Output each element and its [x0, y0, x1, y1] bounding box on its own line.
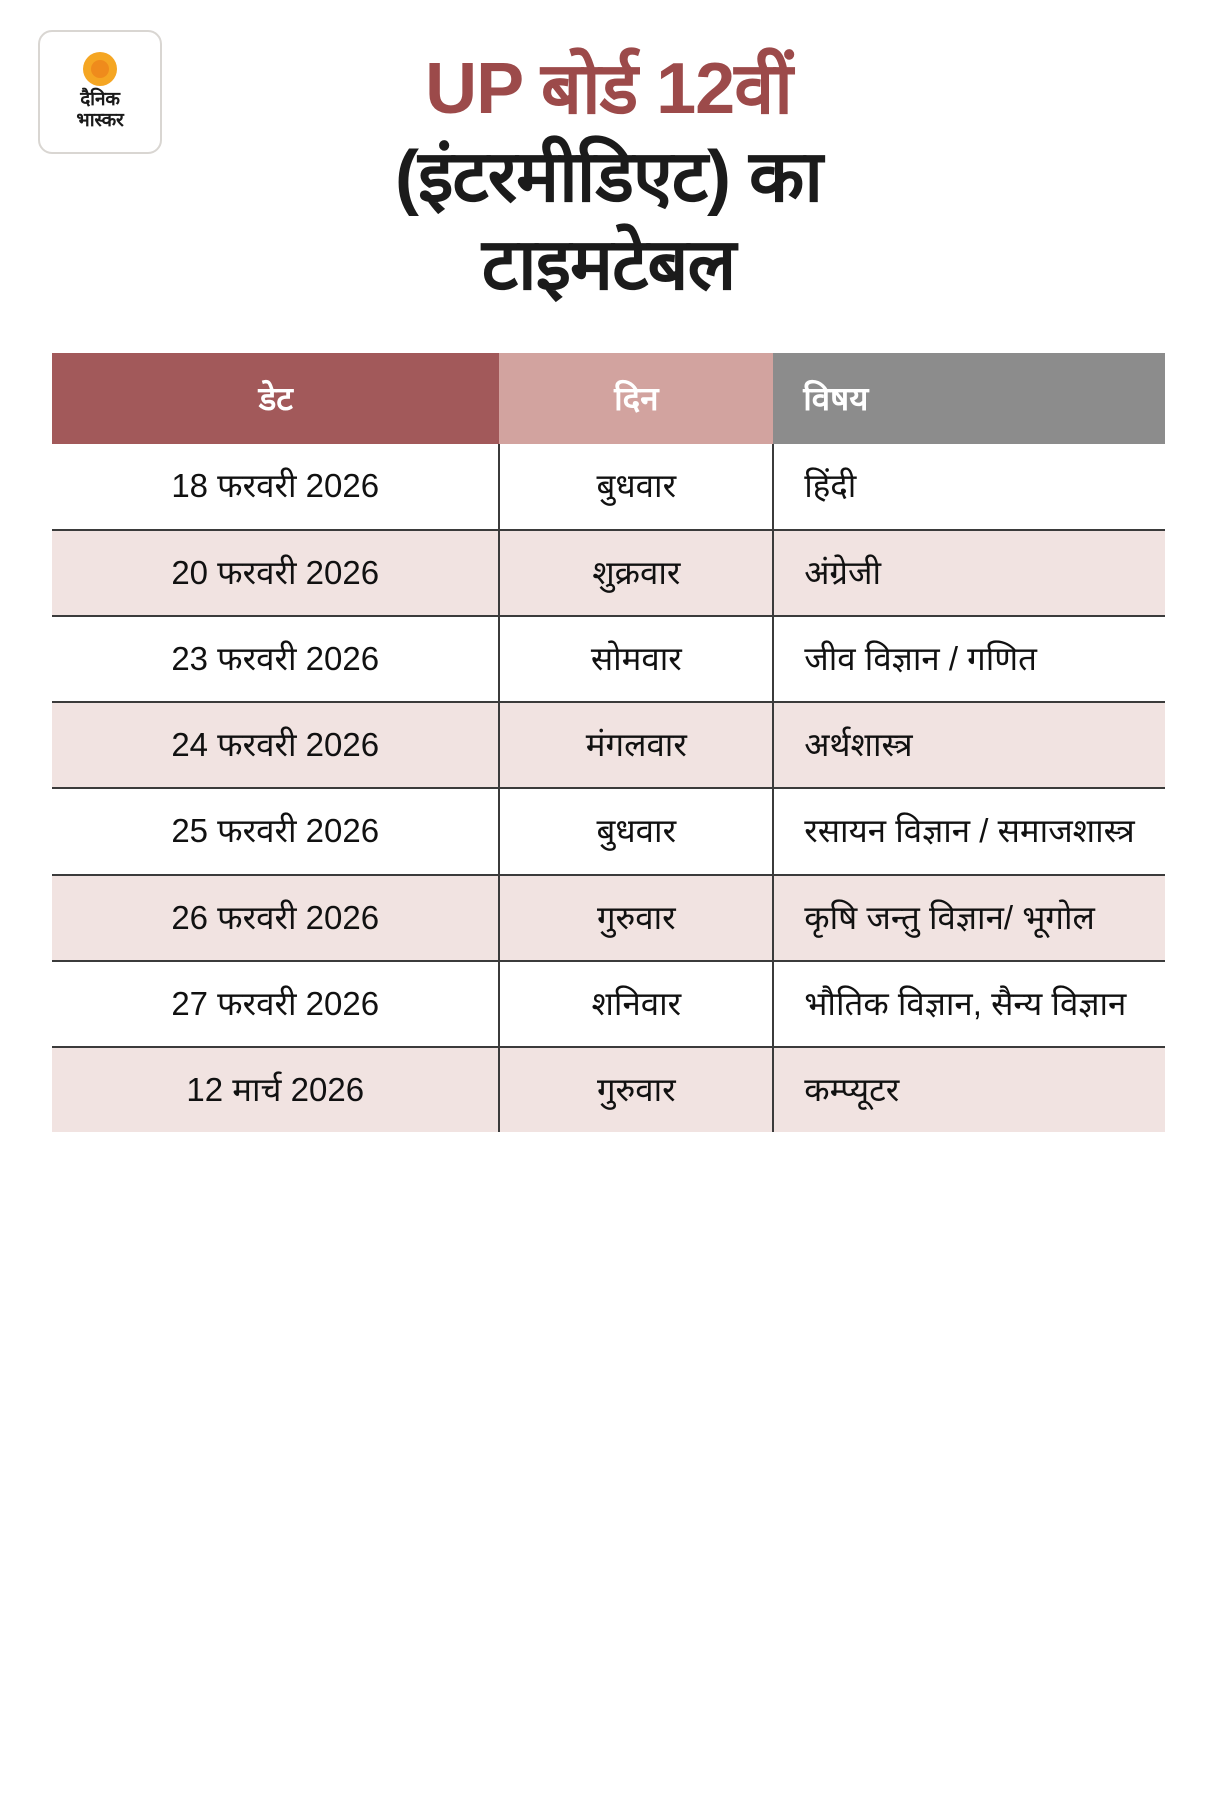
cell-date: 26 फरवरी 2026	[52, 875, 499, 961]
cell-day: बुधवार	[499, 444, 773, 529]
column-header-date: डेट	[52, 353, 499, 444]
cell-subject: कम्प्यूटर	[773, 1047, 1165, 1132]
cell-date: 18 फरवरी 2026	[52, 444, 499, 529]
cell-day: सोमवार	[499, 616, 773, 702]
table-row	[52, 444, 1165, 529]
cell-subject: हिंदी	[773, 444, 1165, 529]
cell-subject: भौतिक विज्ञान, सैन्य विज्ञान	[773, 961, 1165, 1047]
table-header	[52, 353, 1165, 444]
timetable-container	[52, 353, 1165, 1192]
table-body	[52, 444, 1165, 1132]
cell-day: बुधवार	[499, 788, 773, 874]
column-header-day: दिन	[499, 353, 773, 444]
cell-date: 25 फरवरी 2026	[52, 788, 499, 874]
table-row	[52, 875, 1165, 961]
cell-day: शुक्रवार	[499, 530, 773, 616]
table-row	[52, 530, 1165, 616]
logo-line-2: भास्कर	[76, 110, 124, 131]
table-header-row	[52, 353, 1165, 444]
table-row	[52, 616, 1165, 702]
exam-timetable	[52, 353, 1165, 1132]
logo-line-1: दैनिक	[80, 89, 120, 111]
column-header-subject: विषय	[773, 353, 1165, 444]
title-line-1: UP बोर्ड 12वीं	[425, 49, 792, 129]
cell-day: गुरुवार	[499, 875, 773, 961]
cell-day: मंगलवार	[499, 702, 773, 788]
table-row	[52, 788, 1165, 874]
cell-subject: अंग्रेजी	[773, 530, 1165, 616]
table-row	[52, 702, 1165, 788]
table-row	[52, 961, 1165, 1047]
cell-date: 24 फरवरी 2026	[52, 702, 499, 788]
table-row	[52, 1047, 1165, 1132]
cell-day: शनिवार	[499, 961, 773, 1047]
cell-subject: रसायन विज्ञान / समाजशास्त्र	[773, 788, 1165, 874]
cell-subject: कृषि जन्तु विज्ञान/ भूगोल	[773, 875, 1165, 961]
title-line-2: (इंटरमीडिएट) का	[395, 136, 822, 217]
page-title	[52, 0, 1165, 309]
cell-date: 27 फरवरी 2026	[52, 961, 499, 1047]
cell-date: 23 फरवरी 2026	[52, 616, 499, 702]
title-line-3: टाइमटेबल	[481, 224, 736, 305]
cell-day: गुरुवार	[499, 1047, 773, 1132]
cell-subject: जीव विज्ञान / गणित	[773, 616, 1165, 702]
sun-icon	[83, 52, 117, 86]
dainik-bhaskar-logo	[38, 30, 162, 154]
cell-date: 20 फरवरी 2026	[52, 530, 499, 616]
cell-subject: अर्थशास्त्र	[773, 702, 1165, 788]
cell-date: 12 मार्च 2026	[52, 1047, 499, 1132]
